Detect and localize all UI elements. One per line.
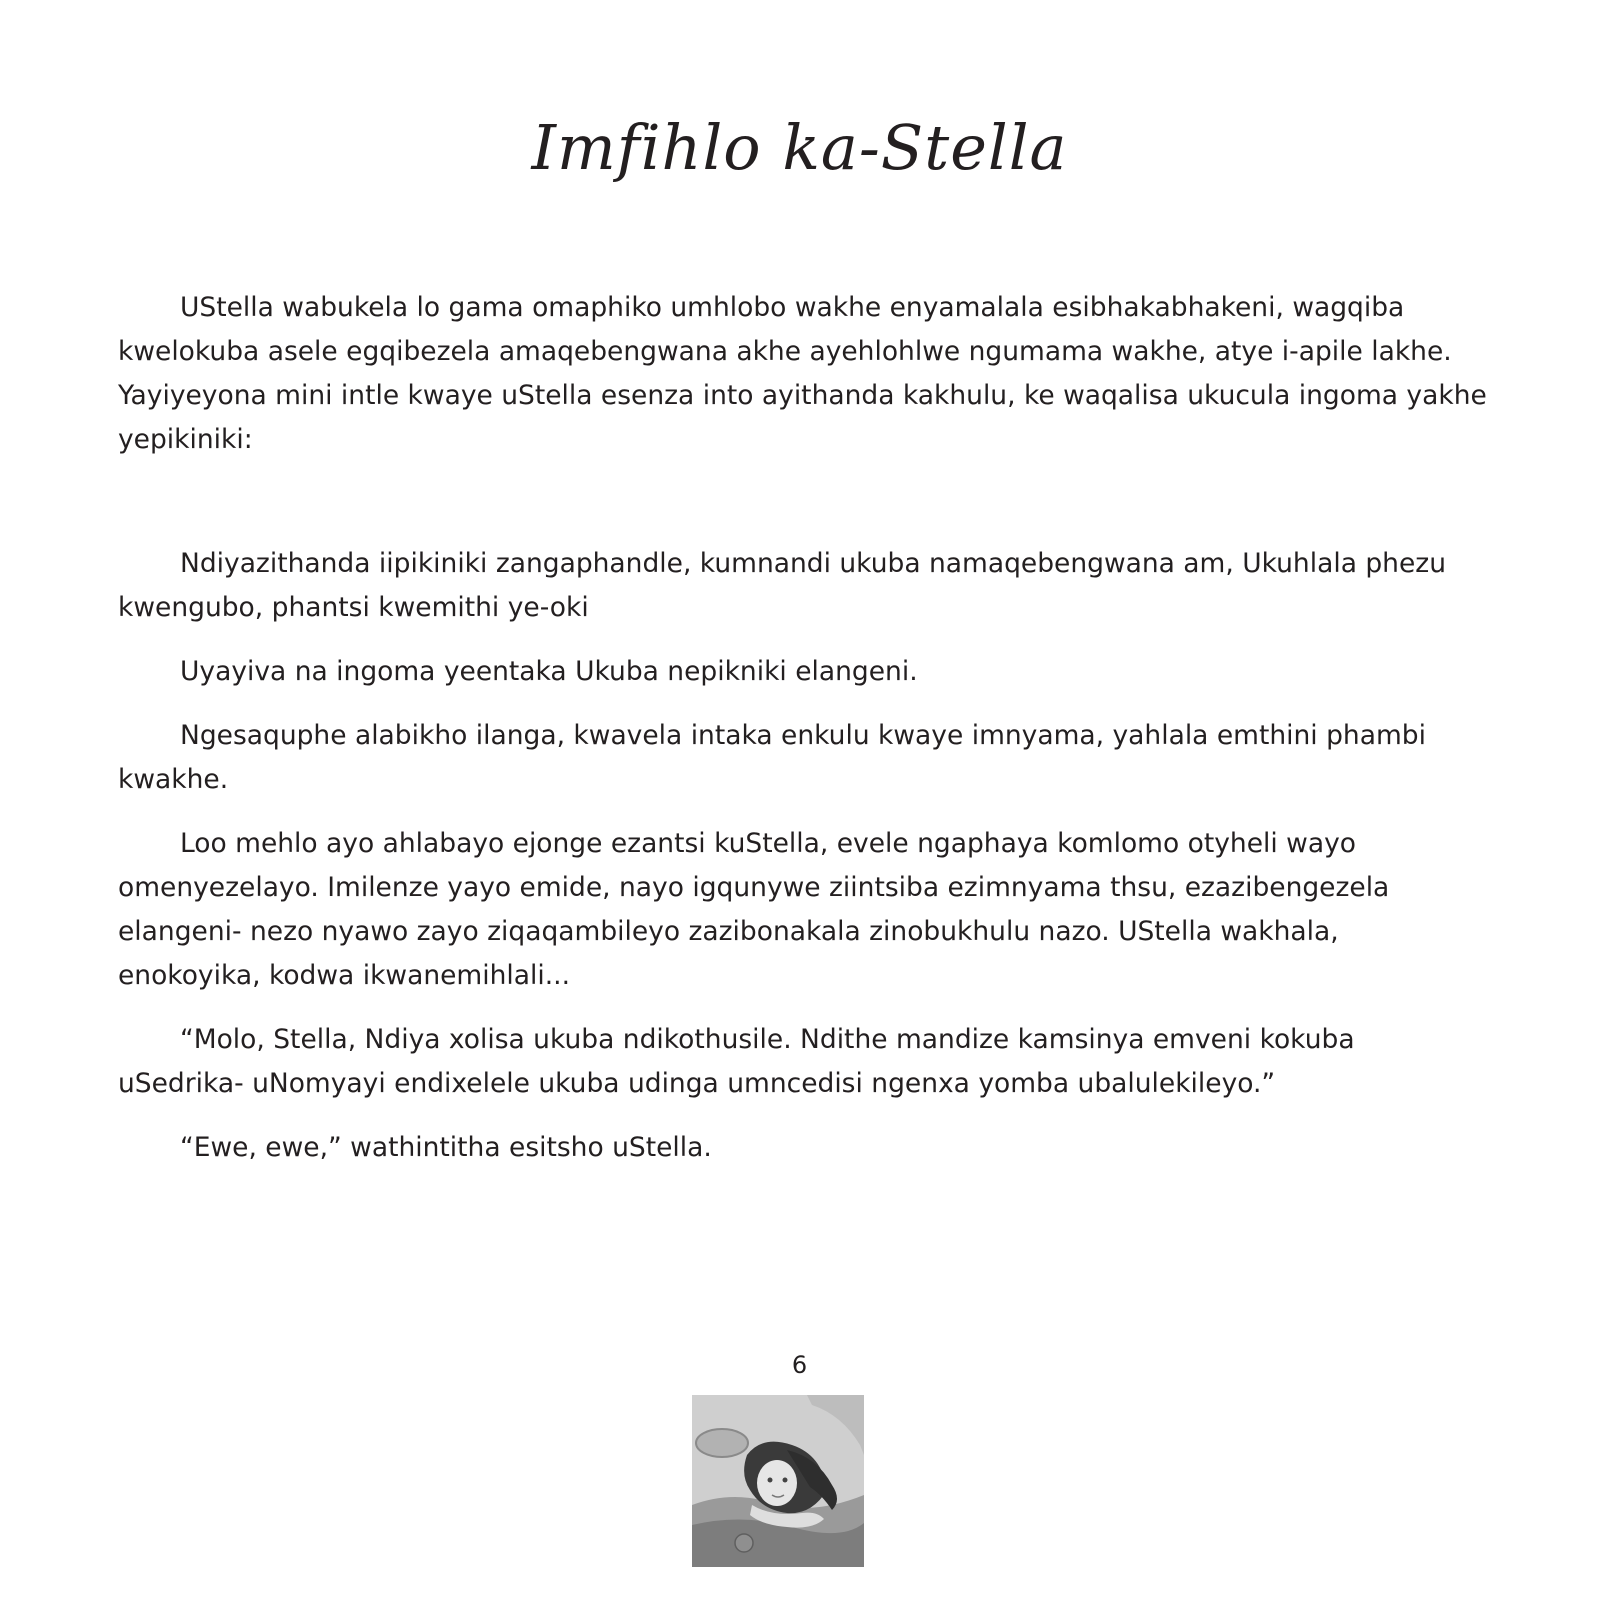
story-block-intro [118,286,1488,462]
page-number: 6 [791,1351,808,1379]
story-paragraph: Ndiyazithanda iipikiniki zangaphandle, kumnandi ukuba namaqebengwana am, Ukuhlala phezu kwengubo, phantsi kwemithi ye-oki [118,548,1446,623]
story-paragraph: UStella wabukela lo gama omaphiko umhlobo wakhe enyamalala esibhakabhakeni, wagqiba kwelokuba asele egqibezela amaqebengwana akhe ayehlohlwe ngumama wakhe, atye i-apile lakhe. Yayiyeyona mini intle kwaye uStella esenza into ayithanda kakhulu, ke waqalisa ukucula ingoma yakhe yepikiniki: [118,292,1487,455]
story-paragraph: Ngesaquphe alabikho ilanga, kwavela intaka enkulu kwaye imnyama, yahlala emthini phambi kwakhe. [118,720,1426,795]
story-paragraph: Uyayiva na ingoma yeentaka Ukuba nepikniki elangeni. [180,656,918,687]
girl-lying-illustration [692,1395,864,1567]
story-paragraph: “Molo, Stella, Ndiya xolisa ukuba ndikothusile. Ndithe mandize kamsinya emveni kokuba uSedrika- uNomyayi endixelele ukuba udinga umncedisi ngenxa yomba ubalulekileyo.” [118,1024,1355,1099]
illustration-icon [692,1395,864,1567]
story-paragraph: Loo mehlo ayo ahlabayo ejonge ezantsi kuStella, evele ngaphaya komlomo otyheli wayo omenyezelayo. Imilenze yayo emide, nayo igqunywe ziintsiba ezimnyama thsu, ezazibengezela elangeni- nezo nyawo zayo ziqaqambileyo zazibonakala zinobukhulu nazo. UStella wakhala, enokoyika, kodwa ikwanemihlali... [118,828,1390,991]
story-block-main [118,542,1488,1190]
story-paragraph: “Ewe, ewe,” wathintitha esitsho uStella. [180,1132,712,1163]
page-title: Imfihlo ka-Stella [531,111,1068,184]
